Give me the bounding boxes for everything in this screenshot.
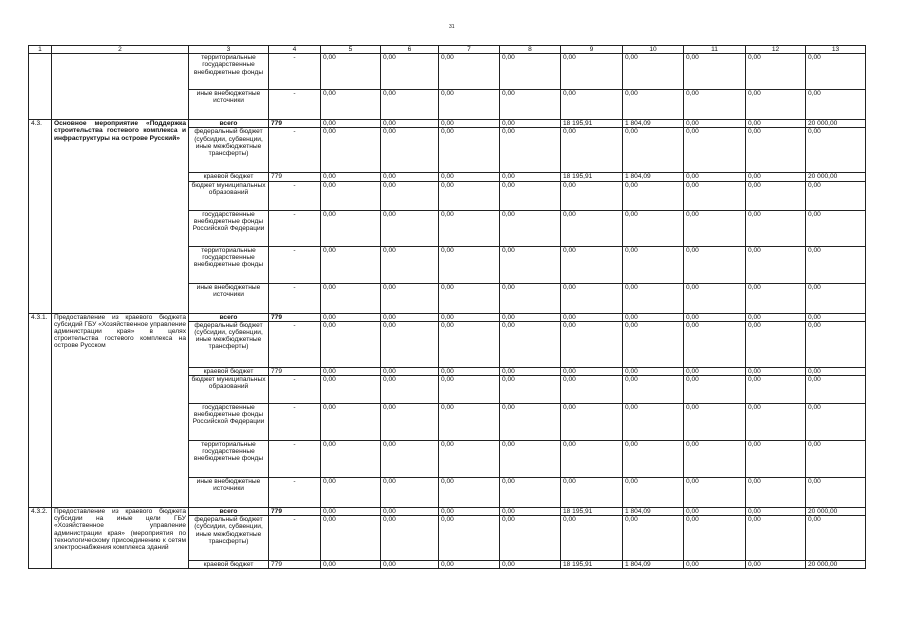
- amount-cell: 0,00: [381, 321, 439, 367]
- column-header: 10: [623, 46, 684, 54]
- amount-cell: 0,00: [746, 210, 806, 246]
- amount-cell: 0,00: [561, 441, 623, 478]
- funding-source-cell: иные внебюджетные источники: [189, 283, 269, 313]
- amount-cell: 0,00: [684, 128, 746, 173]
- amount-cell: 0,00: [500, 561, 561, 569]
- amount-cell: 0,00: [439, 210, 500, 246]
- amount-cell: 18 195,91: [561, 508, 623, 516]
- measure-code-cell: 4.3.1.: [29, 313, 52, 507]
- amount-cell: 0,00: [806, 283, 866, 313]
- grbs-code-cell: 779: [269, 508, 321, 516]
- amount-cell: 0,00: [500, 441, 561, 478]
- grbs-code-cell: -: [269, 54, 321, 90]
- amount-cell: 0,00: [321, 367, 381, 375]
- amount-cell: 0,00: [806, 441, 866, 478]
- amount-cell: 0,00: [623, 54, 684, 90]
- amount-cell: 0,00: [561, 321, 623, 367]
- table-row: [29, 508, 866, 516]
- grbs-code-cell: -: [269, 181, 321, 210]
- amount-cell: 0,00: [321, 478, 381, 508]
- activity-cell: [52, 54, 189, 120]
- amount-cell: 0,00: [439, 128, 500, 173]
- amount-cell: 18 195,91: [561, 561, 623, 569]
- amount-cell: 0,00: [381, 181, 439, 210]
- amount-cell: 0,00: [806, 376, 866, 404]
- amount-cell: 0,00: [746, 313, 806, 321]
- table-row: [29, 54, 866, 90]
- amount-cell: 0,00: [623, 516, 684, 561]
- funding-source-cell: иные внебюджетные источники: [189, 478, 269, 508]
- amount-cell: 0,00: [623, 210, 684, 246]
- amount-cell: 0,00: [381, 173, 439, 181]
- amount-cell: 0,00: [321, 441, 381, 478]
- amount-cell: 0,00: [623, 441, 684, 478]
- amount-cell: 0,00: [439, 181, 500, 210]
- amount-cell: 1 804,09: [623, 508, 684, 516]
- funding-source-cell: территориальные государственные внебюджетные фонды: [189, 54, 269, 90]
- amount-cell: 0,00: [500, 516, 561, 561]
- grbs-code-cell: -: [269, 90, 321, 120]
- amount-cell: 18 195,91: [561, 173, 623, 181]
- amount-cell: 0,00: [439, 516, 500, 561]
- amount-cell: 0,00: [746, 508, 806, 516]
- amount-cell: 0,00: [684, 120, 746, 128]
- amount-cell: 0,00: [684, 404, 746, 441]
- amount-cell: 0,00: [806, 128, 866, 173]
- amount-cell: 0,00: [561, 90, 623, 120]
- amount-cell: 1 804,09: [623, 173, 684, 181]
- amount-cell: 0,00: [806, 181, 866, 210]
- amount-cell: 0,00: [381, 561, 439, 569]
- amount-cell: 0,00: [439, 478, 500, 508]
- amount-cell: 0,00: [561, 478, 623, 508]
- table-row: [29, 120, 866, 128]
- amount-cell: 0,00: [500, 128, 561, 173]
- amount-cell: 0,00: [321, 120, 381, 128]
- amount-cell: 0,00: [746, 516, 806, 561]
- measure-code-cell: 4.3.2.: [29, 508, 52, 569]
- amount-cell: 0,00: [746, 54, 806, 90]
- grbs-code-cell: 779: [269, 173, 321, 181]
- amount-cell: 0,00: [381, 367, 439, 375]
- amount-cell: 0,00: [500, 404, 561, 441]
- column-header: 2: [52, 46, 189, 54]
- amount-cell: 0,00: [439, 173, 500, 181]
- amount-cell: 0,00: [561, 367, 623, 375]
- measure-code-cell: [29, 54, 52, 120]
- amount-cell: 0,00: [381, 313, 439, 321]
- column-header: 12: [746, 46, 806, 54]
- amount-cell: 0,00: [623, 246, 684, 283]
- amount-cell: 0,00: [500, 173, 561, 181]
- amount-cell: 0,00: [684, 516, 746, 561]
- column-header: 3: [189, 46, 269, 54]
- amount-cell: 0,00: [381, 128, 439, 173]
- amount-cell: 0,00: [684, 283, 746, 313]
- amount-cell: 0,00: [381, 441, 439, 478]
- amount-cell: 0,00: [806, 321, 866, 367]
- funding-source-cell: краевой бюджет: [189, 367, 269, 375]
- amount-cell: 0,00: [439, 120, 500, 128]
- amount-cell: 0,00: [381, 54, 439, 90]
- amount-cell: 0,00: [684, 478, 746, 508]
- funding-source-cell: государственные внебюджетные фонды Российской Федерации: [189, 404, 269, 441]
- amount-cell: 0,00: [439, 313, 500, 321]
- funding-source-cell: всего: [189, 120, 269, 128]
- amount-cell: 0,00: [439, 508, 500, 516]
- funding-source-cell: государственные внебюджетные фонды Российской Федерации: [189, 210, 269, 246]
- grbs-code-cell: -: [269, 404, 321, 441]
- grbs-code-cell: -: [269, 246, 321, 283]
- grbs-code-cell: -: [269, 210, 321, 246]
- funding-source-cell: территориальные государственные внебюджетные фонды: [189, 246, 269, 283]
- amount-cell: 0,00: [439, 90, 500, 120]
- amount-cell: 20 000,00: [806, 508, 866, 516]
- amount-cell: 0,00: [684, 376, 746, 404]
- amount-cell: 0,00: [381, 508, 439, 516]
- funding-source-cell: федеральный бюджет (субсидии, субвенции, иные межбюджетные трансферты): [189, 321, 269, 367]
- funding-source-cell: всего: [189, 313, 269, 321]
- column-header: 1: [29, 46, 52, 54]
- amount-cell: 0,00: [806, 90, 866, 120]
- amount-cell: 0,00: [684, 173, 746, 181]
- grbs-code-cell: 779: [269, 367, 321, 375]
- amount-cell: 0,00: [439, 376, 500, 404]
- amount-cell: 0,00: [500, 90, 561, 120]
- amount-cell: 0,00: [561, 404, 623, 441]
- budget-table: [28, 45, 866, 569]
- amount-cell: 0,00: [381, 246, 439, 283]
- amount-cell: 0,00: [623, 376, 684, 404]
- amount-cell: 0,00: [321, 404, 381, 441]
- amount-cell: 0,00: [806, 404, 866, 441]
- funding-source-cell: федеральный бюджет (субсидии, субвенции, иные межбюджетные трансферты): [189, 128, 269, 173]
- amount-cell: 0,00: [321, 313, 381, 321]
- amount-cell: 0,00: [684, 508, 746, 516]
- amount-cell: 0,00: [684, 181, 746, 210]
- funding-source-cell: территориальные государственные внебюджетные фонды: [189, 441, 269, 478]
- amount-cell: 0,00: [806, 54, 866, 90]
- amount-cell: 0,00: [623, 90, 684, 120]
- amount-cell: 0,00: [746, 120, 806, 128]
- grbs-code-cell: -: [269, 321, 321, 367]
- grbs-code-cell: -: [269, 441, 321, 478]
- amount-cell: 0,00: [439, 441, 500, 478]
- amount-cell: 0,00: [684, 441, 746, 478]
- amount-cell: 18 195,91: [561, 120, 623, 128]
- header-row: [29, 46, 866, 54]
- amount-cell: 0,00: [623, 283, 684, 313]
- amount-cell: 0,00: [500, 181, 561, 210]
- amount-cell: 0,00: [439, 54, 500, 90]
- amount-cell: 0,00: [381, 210, 439, 246]
- amount-cell: 0,00: [321, 90, 381, 120]
- amount-cell: 0,00: [746, 283, 806, 313]
- amount-cell: 0,00: [806, 478, 866, 508]
- amount-cell: 20 000,00: [806, 120, 866, 128]
- funding-source-cell: иные внебюджетные источники: [189, 90, 269, 120]
- amount-cell: 0,00: [500, 313, 561, 321]
- amount-cell: 0,00: [561, 128, 623, 173]
- amount-cell: 0,00: [321, 246, 381, 283]
- amount-cell: 0,00: [561, 283, 623, 313]
- amount-cell: 0,00: [623, 128, 684, 173]
- column-header: 6: [381, 46, 439, 54]
- amount-cell: 0,00: [439, 246, 500, 283]
- amount-cell: 0,00: [684, 321, 746, 367]
- amount-cell: 0,00: [746, 173, 806, 181]
- amount-cell: 0,00: [381, 120, 439, 128]
- amount-cell: 0,00: [561, 210, 623, 246]
- amount-cell: 0,00: [500, 508, 561, 516]
- amount-cell: 0,00: [321, 321, 381, 367]
- column-header: 7: [439, 46, 500, 54]
- amount-cell: 0,00: [684, 313, 746, 321]
- amount-cell: 0,00: [806, 313, 866, 321]
- amount-cell: 0,00: [561, 246, 623, 283]
- amount-cell: 0,00: [500, 210, 561, 246]
- amount-cell: 0,00: [806, 210, 866, 246]
- amount-cell: 1 804,09: [623, 561, 684, 569]
- grbs-code-cell: -: [269, 283, 321, 313]
- amount-cell: 0,00: [381, 283, 439, 313]
- grbs-code-cell: 779: [269, 120, 321, 128]
- amount-cell: 0,00: [746, 478, 806, 508]
- amount-cell: 0,00: [684, 561, 746, 569]
- amount-cell: 0,00: [439, 367, 500, 375]
- amount-cell: 0,00: [684, 246, 746, 283]
- amount-cell: 0,00: [561, 54, 623, 90]
- amount-cell: 20 000,00: [806, 561, 866, 569]
- amount-cell: 0,00: [746, 181, 806, 210]
- amount-cell: 0,00: [439, 321, 500, 367]
- amount-cell: 0,00: [321, 508, 381, 516]
- amount-cell: 0,00: [561, 313, 623, 321]
- grbs-code-cell: -: [269, 478, 321, 508]
- amount-cell: 0,00: [321, 283, 381, 313]
- amount-cell: 0,00: [561, 376, 623, 404]
- column-header: 8: [500, 46, 561, 54]
- amount-cell: 0,00: [746, 321, 806, 367]
- amount-cell: 0,00: [321, 210, 381, 246]
- amount-cell: 0,00: [746, 246, 806, 283]
- amount-cell: 1 804,09: [623, 120, 684, 128]
- column-header: 11: [684, 46, 746, 54]
- amount-cell: 0,00: [623, 478, 684, 508]
- grbs-code-cell: 779: [269, 561, 321, 569]
- column-header: 13: [806, 46, 866, 54]
- amount-cell: 0,00: [381, 516, 439, 561]
- amount-cell: 0,00: [439, 404, 500, 441]
- amount-cell: 0,00: [500, 283, 561, 313]
- funding-source-cell: федеральный бюджет (субсидии, субвенции, иные межбюджетные трансферты): [189, 516, 269, 561]
- amount-cell: 0,00: [439, 561, 500, 569]
- amount-cell: 0,00: [623, 367, 684, 375]
- amount-cell: 0,00: [561, 516, 623, 561]
- activity-cell: Предоставление из краевого бюджета субсидии на иные цели ГБУ «Хозяйственное управление администрации края» (мероприятия по технологическому присоединению к сетям электроснабжения комплекса зданий: [52, 508, 189, 569]
- amount-cell: 0,00: [746, 561, 806, 569]
- amount-cell: 0,00: [321, 561, 381, 569]
- funding-source-cell: краевой бюджет: [189, 173, 269, 181]
- amount-cell: 0,00: [500, 367, 561, 375]
- amount-cell: 0,00: [806, 516, 866, 561]
- amount-cell: 0,00: [684, 90, 746, 120]
- amount-cell: 0,00: [500, 376, 561, 404]
- grbs-code-cell: -: [269, 376, 321, 404]
- amount-cell: 0,00: [561, 181, 623, 210]
- amount-cell: 0,00: [439, 283, 500, 313]
- amount-cell: 0,00: [321, 181, 381, 210]
- amount-cell: 0,00: [321, 516, 381, 561]
- amount-cell: 0,00: [500, 246, 561, 283]
- amount-cell: 0,00: [806, 367, 866, 375]
- amount-cell: 0,00: [623, 321, 684, 367]
- grbs-code-cell: -: [269, 128, 321, 173]
- amount-cell: 0,00: [623, 404, 684, 441]
- grbs-code-cell: 779: [269, 313, 321, 321]
- amount-cell: 0,00: [746, 404, 806, 441]
- amount-cell: 0,00: [746, 376, 806, 404]
- amount-cell: 0,00: [321, 54, 381, 90]
- amount-cell: 0,00: [500, 120, 561, 128]
- table-row: [29, 313, 866, 321]
- amount-cell: 0,00: [381, 376, 439, 404]
- amount-cell: 0,00: [684, 367, 746, 375]
- amount-cell: 0,00: [321, 173, 381, 181]
- page-number: 31: [449, 24, 455, 30]
- column-header: 4: [269, 46, 321, 54]
- amount-cell: 0,00: [684, 54, 746, 90]
- amount-cell: 0,00: [623, 313, 684, 321]
- funding-source-cell: бюджет муниципальных образований: [189, 376, 269, 404]
- amount-cell: 0,00: [684, 210, 746, 246]
- activity-cell: Предоставление из краевого бюджета субсидий ГБУ «Хозяйственное управление администрации края» в целях строительства гостевого комплекса на острове Русском: [52, 313, 189, 507]
- amount-cell: 0,00: [381, 404, 439, 441]
- grbs-code-cell: -: [269, 516, 321, 561]
- column-header: 5: [321, 46, 381, 54]
- funding-source-cell: краевой бюджет: [189, 561, 269, 569]
- amount-cell: 0,00: [746, 367, 806, 375]
- funding-source-cell: бюджет муниципальных образований: [189, 181, 269, 210]
- amount-cell: 0,00: [746, 128, 806, 173]
- amount-cell: 0,00: [623, 181, 684, 210]
- amount-cell: 0,00: [746, 90, 806, 120]
- amount-cell: 0,00: [321, 128, 381, 173]
- amount-cell: 0,00: [381, 478, 439, 508]
- amount-cell: 0,00: [746, 441, 806, 478]
- amount-cell: 0,00: [500, 54, 561, 90]
- amount-cell: 20 000,00: [806, 173, 866, 181]
- amount-cell: 0,00: [381, 90, 439, 120]
- activity-cell: Основное мероприятие «Поддержка строительства гостевого комплекса и инфраструктуры на острове Русский»: [52, 120, 189, 313]
- amount-cell: 0,00: [500, 478, 561, 508]
- funding-source-cell: всего: [189, 508, 269, 516]
- amount-cell: 0,00: [500, 321, 561, 367]
- amount-cell: 0,00: [321, 376, 381, 404]
- column-header: 9: [561, 46, 623, 54]
- amount-cell: 0,00: [806, 246, 866, 283]
- measure-code-cell: 4.3.: [29, 120, 52, 313]
